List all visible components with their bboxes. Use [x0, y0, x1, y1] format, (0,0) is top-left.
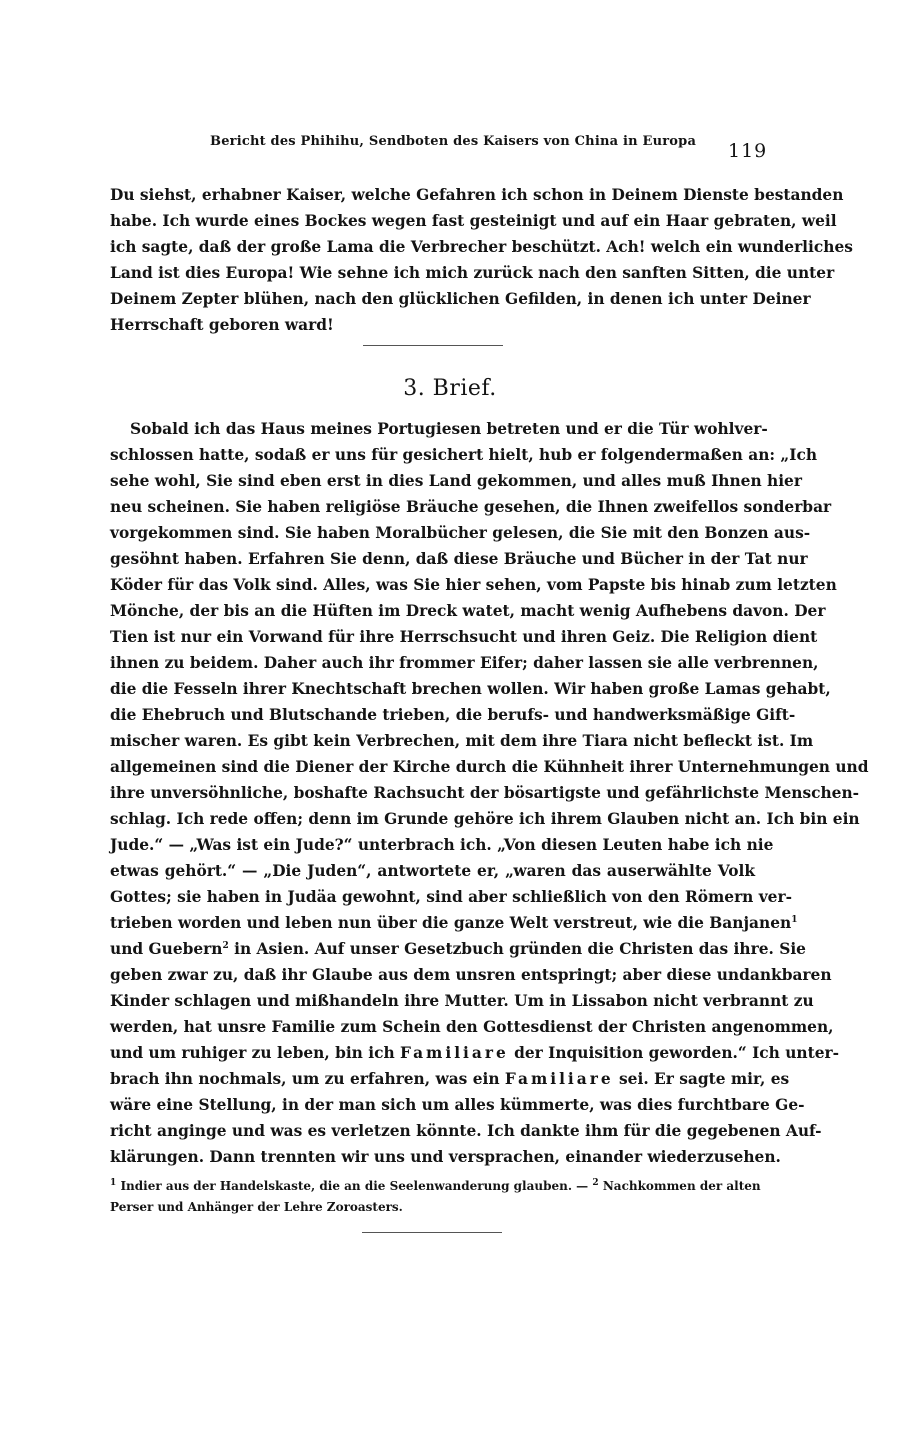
- text-line: Tien ist nur ein Vorwand für ihre Herrschsucht und ihren Geiz. Die Religion dient: [110, 628, 818, 646]
- text-line: werden, hat unsre Familie zum Schein den Gottesdienst der Christen angenommen,: [110, 1018, 834, 1036]
- footnote-marker: 2: [592, 1178, 599, 1188]
- text-line: etwas gehört.“ — „Die Juden“, antwortete er, „waren das auserwählte Volk: [110, 862, 755, 880]
- text-line: ihnen zu beidem. Daher auch ihr frommer Eifer; daher lassen sie alle verbrennen,: [110, 654, 819, 672]
- text-line: schlag. Ich rede offen; denn im Grunde gehöre ich ihrem Glauben nicht an. Ich bin ein: [110, 810, 860, 828]
- text-line: richt anginge und was es verletzen könnte. Ich dankte ihm für die gegebenen Auf-: [110, 1122, 822, 1140]
- footnote-text: Indier aus der Handelskaste, die an die Seelenwanderung glauben. —: [116, 1179, 593, 1193]
- running-head: Bericht des Phihihu, Sendboten des Kaisers von China in Europa: [210, 134, 697, 149]
- paragraph-letter-end: [110, 182, 853, 338]
- text-segment: in Asien. Auf unser Gesetzbuch gründen die Christen das ihre. Sie: [228, 940, 806, 958]
- text-line: habe. Ich wurde eines Bockes wegen fast gesteinigt und auf ein Haar gebraten, weil: [110, 212, 837, 230]
- text-segment: der Inquisition geworden.“ Ich unter-: [508, 1044, 839, 1062]
- paragraph-third-letter: [110, 416, 869, 1170]
- text-line: die Ehebruch und Blutschande trieben, die berufs- und handwerksmäßige Gift-: [110, 706, 796, 724]
- text-line: ihre unversöhnliche, boshafte Rachsucht der bösartigste und gefährlichste Menschen-: [110, 784, 860, 802]
- text-line: Du siehst, erhabner Kaiser, welche Gefahren ich schon in Deinem Dienste bestanden: [110, 186, 844, 204]
- text-line: gesöhnt haben. Erfahren Sie denn, daß diese Bräuche und Bücher in der Tat nur: [110, 550, 808, 568]
- bottom-divider: [362, 1232, 502, 1233]
- page-number: 119: [728, 140, 768, 162]
- footnote-marker: 1: [110, 1178, 117, 1188]
- text-line: [110, 1040, 839, 1066]
- text-segment: sei. Er sagte mir, es: [613, 1070, 790, 1088]
- text-line: [110, 936, 806, 962]
- spaced-term: Familiare: [400, 1044, 509, 1062]
- text-line: wäre eine Stellung, in der man sich um alles kümmerte, was dies furchtbare Ge-: [110, 1096, 805, 1114]
- text-line: Herrschaft geboren ward!: [110, 316, 334, 334]
- text-line: neu scheinen. Sie haben religiöse Bräuche gesehen, die Ihnen zweifellos sonderbar: [110, 498, 832, 516]
- text-line: die die Fesseln ihrer Knechtschaft brechen wollen. Wir haben große Lamas gehabt,: [110, 680, 831, 698]
- footnote-line: Perser und Anhänger der Lehre Zoroasters.: [110, 1200, 403, 1214]
- text-line: schlossen hatte, sodaß er uns für gesichert hielt, hub er folgendermaßen an: „Ich: [110, 446, 818, 464]
- text-line: Land ist dies Europa! Wie sehne ich mich zurück nach den sanften Sitten, die unter: [110, 264, 835, 282]
- text-line: ich sagte, daß der große Lama die Verbrecher beschützt. Ach! welch ein wunderliches: [110, 238, 853, 256]
- text-line: vorgekommen sind. Sie haben Moralbücher gelesen, die Sie mit den Bonzen aus-: [110, 524, 811, 542]
- text-line: Kinder schlagen und mißhandeln ihre Mutter. Um in Lissabon nicht verbrannt zu: [110, 992, 814, 1010]
- text-line: sehe wohl, Sie sind eben erst in dies Land gekommen, und alles muß Ihnen hier: [110, 472, 802, 490]
- spaced-term: Familiare: [504, 1070, 614, 1088]
- section-heading: 3. Brief.: [403, 376, 497, 401]
- text-segment: und Guebern: [110, 940, 223, 958]
- footnotes: [110, 1176, 761, 1218]
- text-segment: trieben worden und leben nun über die ganze Welt verstreut, wie die Banjanen: [110, 914, 792, 932]
- text-segment: und um ruhiger zu leben, bin ich: [110, 1044, 400, 1062]
- footnote-text: Nachkommen der alten: [598, 1179, 761, 1193]
- text-line: geben zwar zu, daß ihr Glaube aus dem unsren entspringt; aber diese undankbaren: [110, 966, 832, 984]
- text-line: Gottes; sie haben in Judäa gewohnt, sind aber schließlich von den Römern ver-: [110, 888, 792, 906]
- text-line: [110, 1066, 790, 1092]
- text-line: Mönche, der bis an die Hüften im Dreck watet, macht wenig Aufhebens davon. Der: [110, 602, 826, 620]
- text-line: Jude.“ — „Was ist ein Jude?“ unterbrach ich. „Von diesen Leuten habe ich nie: [110, 836, 774, 854]
- text-line: mischer waren. Es gibt kein Verbrechen, mit dem ihre Tiara nicht befleckt ist. Im: [110, 732, 814, 750]
- section-divider: [363, 345, 503, 346]
- text-line: [110, 910, 798, 936]
- text-segment: brach ihn nochmals, um zu erfahren, was ein: [110, 1070, 505, 1088]
- footnote-line: [110, 1176, 761, 1197]
- text-line: Sobald ich das Haus meines Portugiesen betreten und er die Tür wohlver-: [130, 420, 768, 438]
- text-line: Deinem Zepter blühen, nach den glücklichen Gefilden, in denen ich unter Deiner: [110, 290, 811, 308]
- footnote-marker: 2: [222, 940, 229, 951]
- footnote-marker: 1: [791, 914, 798, 925]
- text-line: klärungen. Dann trennten wir uns und versprachen, einander wiederzusehen.: [110, 1148, 781, 1166]
- text-line: Köder für das Volk sind. Alles, was Sie hier sehen, vom Papste bis hinab zum letzten: [110, 576, 837, 594]
- text-line: allgemeinen sind die Diener der Kirche durch die Kühnheit ihrer Unternehmungen und: [110, 758, 869, 776]
